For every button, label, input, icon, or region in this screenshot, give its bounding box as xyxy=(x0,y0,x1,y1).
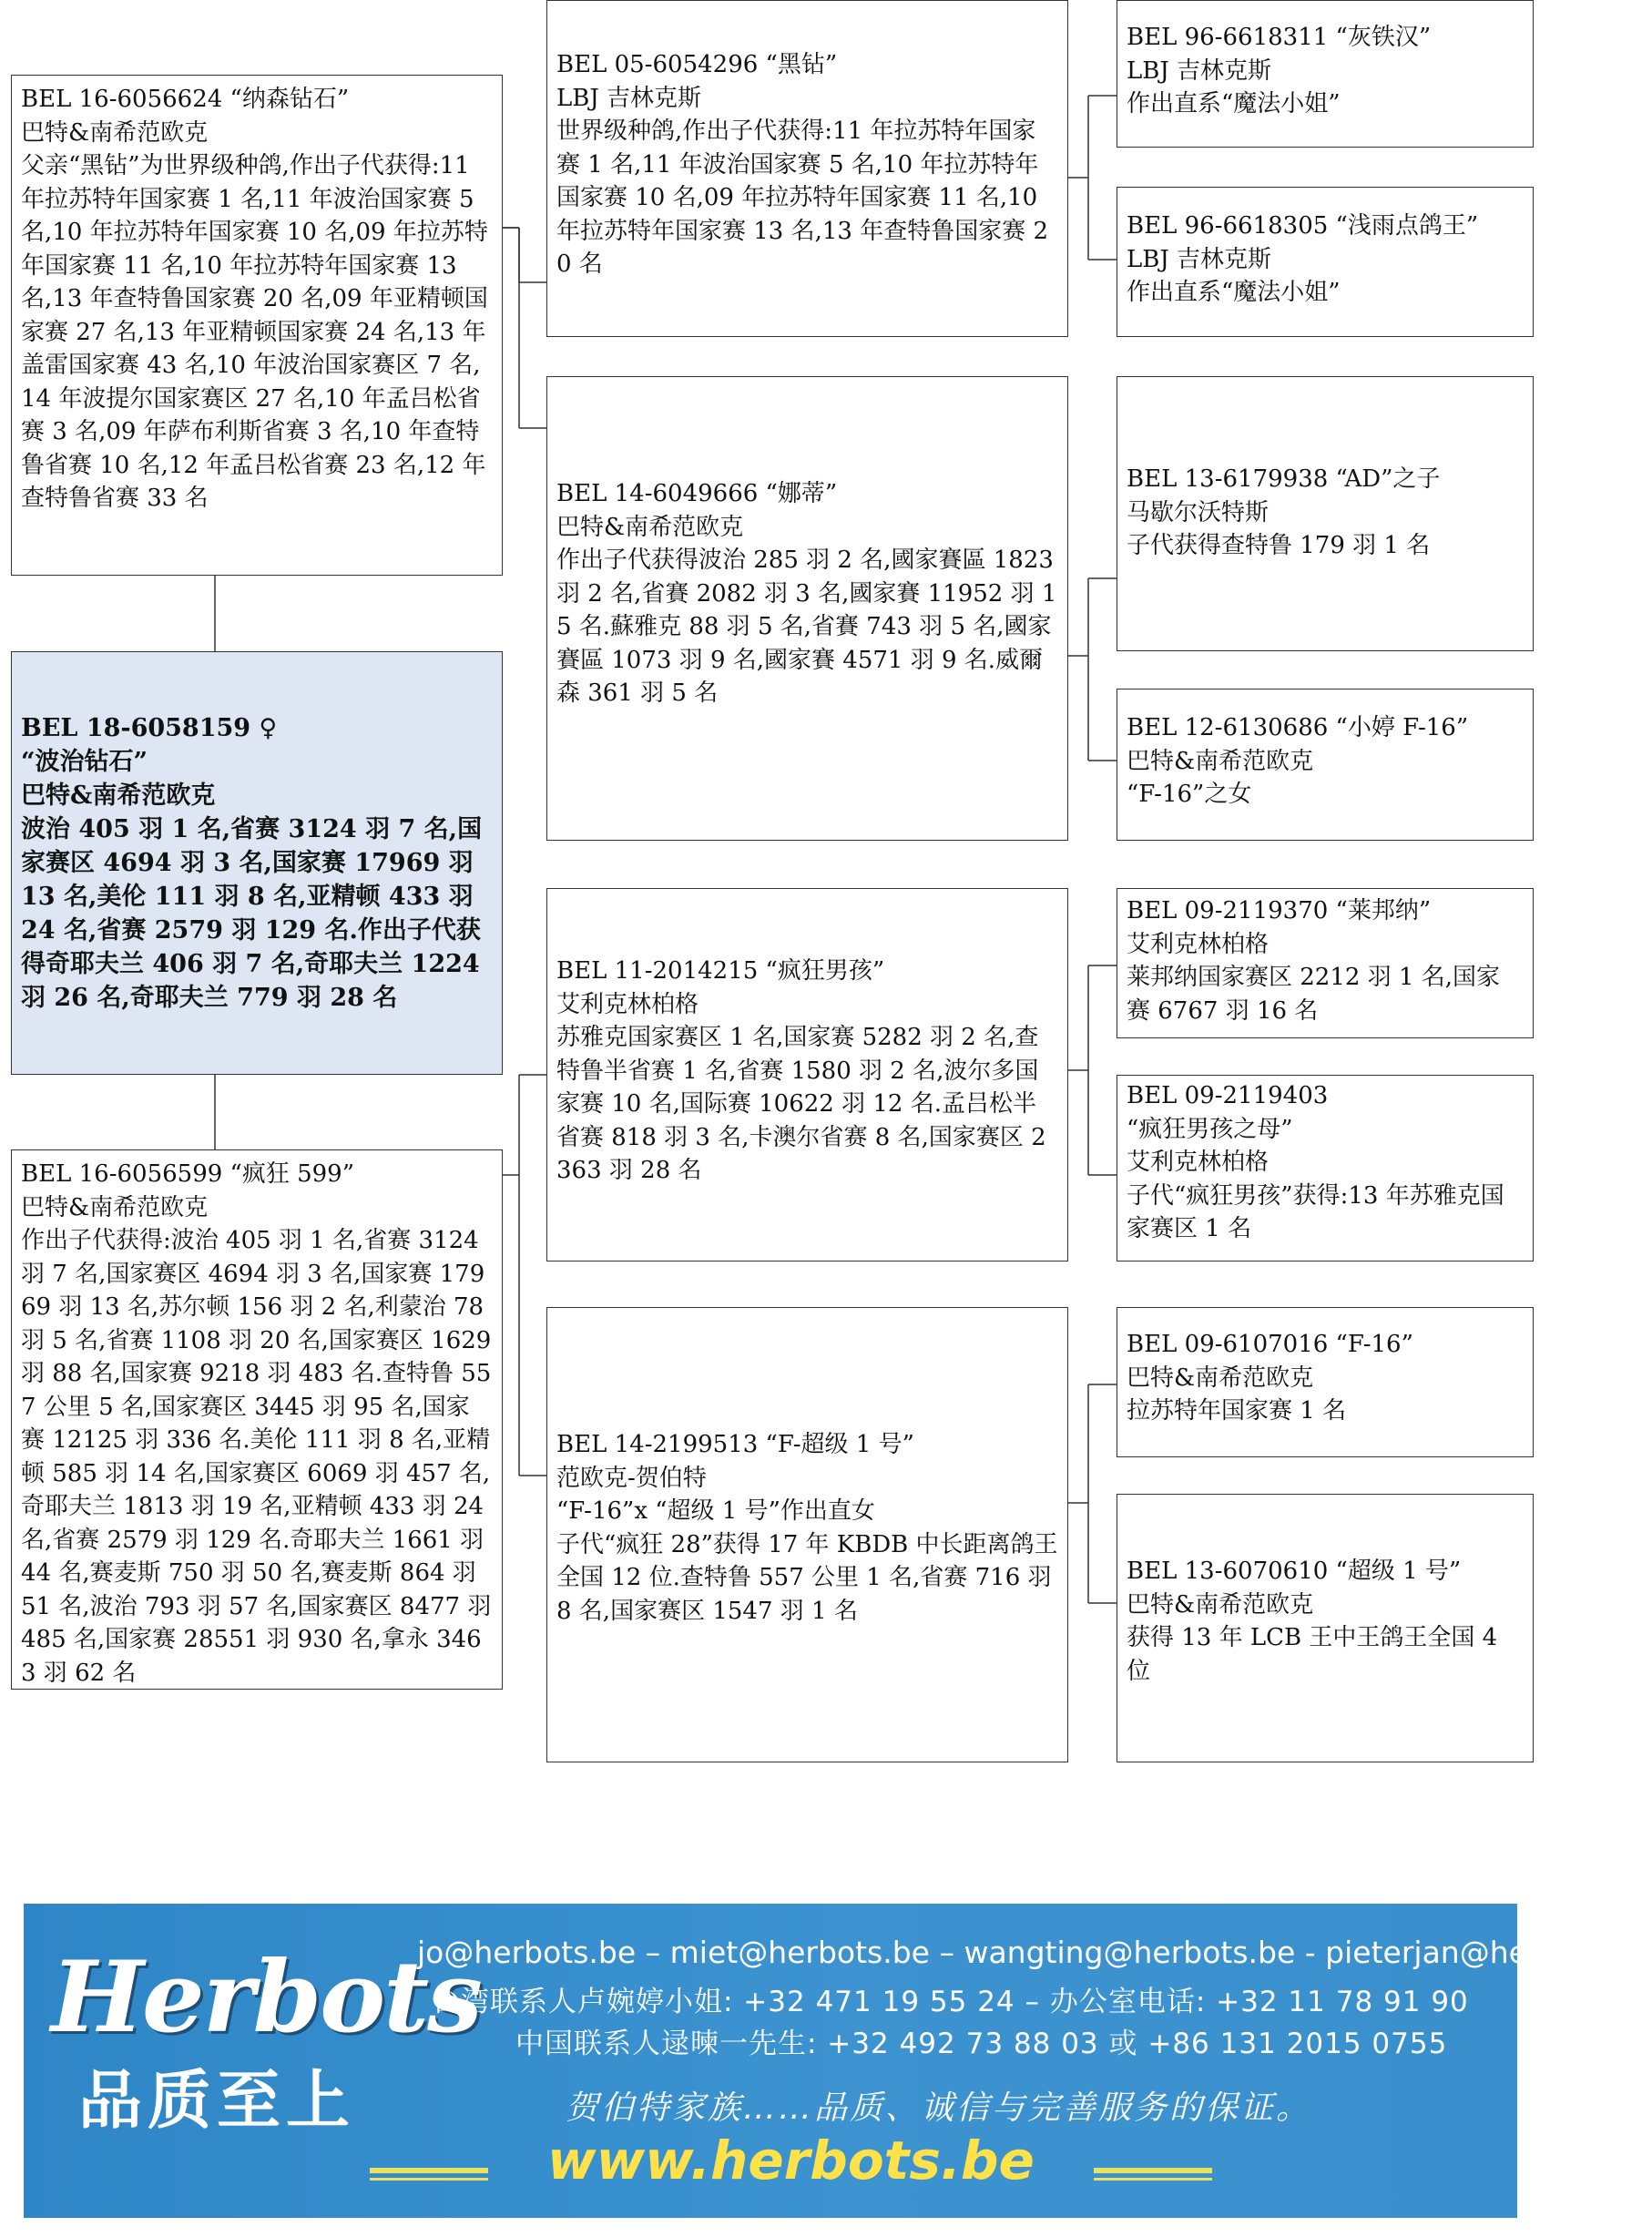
great-grandparent-line: BEL 13-6070610 “超级 1 号” xyxy=(1127,1558,1462,1585)
great-grandparent-card-4 xyxy=(1117,689,1534,841)
great-grandparent-card-7 xyxy=(1117,1307,1534,1457)
subject-results: 波治 405 羽 1 名,省赛 3124 羽 7 名,国家赛区 4694 羽 3 名,国家赛 17969 羽 13 名,美伦 111 羽 8 名,亚精顿 433 羽 24 名,省赛 2579 羽 129 名.作出子代获得奇耶夫兰 406 羽 7 名,奇耶夫兰 1224 羽 26 名,奇耶夫兰 779 羽 28 名 xyxy=(21,815,489,1012)
great-grandparent-line: 子代“疯狂男孩”获得:13 年苏雅克国家赛区 1 名 xyxy=(1127,1181,1504,1242)
sire-line: BEL 16-6056624 “纳森钻石” xyxy=(21,86,350,113)
slogan: 品质至上 xyxy=(78,2063,355,2138)
great-grandparent-line: LBJ 吉林克斯 xyxy=(1127,56,1272,85)
great-grandparent-line: BEL 96-6618311 “灰铁汉” xyxy=(1127,24,1432,51)
grandparent-card-4 xyxy=(546,1307,1068,1762)
great-grandparent-card-5 xyxy=(1117,888,1534,1038)
grandparent-card-3 xyxy=(546,888,1068,1262)
great-grandparent-line: 拉苏特年国家赛 1 名 xyxy=(1127,1397,1347,1425)
grandparent-line: LBJ 吉林克斯 xyxy=(556,84,702,112)
dam-line: 作出子代获得:波治 405 羽 1 名,省赛 3124 羽 7 名,国家赛区 4694 羽 3 名,国家赛 17969 羽 13 名,苏尔顿 156 羽 2 名,利蒙治 78 羽 5 名,省赛 1108 羽 20 名,国家赛区 1629 羽 88 名,国家赛 9218 羽 483 名.查特鲁 557 公里 5 名,国家赛区 3445 羽 95 名,国家赛 12125 羽 336 名.美伦 111 羽 8 名,亚精顿 585 羽 14 名,国家赛区 6069 羽 457 名,奇耶夫兰 1813 羽 19 名,亚精顿 433 羽 24 名,省赛 2579 羽 129 名.奇耶夫兰 1661 羽 44 名,赛麦斯 750 羽 50 名,赛麦斯 864 羽 51 名,波治 793 羽 57 名,国家赛区 8477 羽 485 名,国家赛 28551 羽 930 名,拿永 3463 羽 62 名 xyxy=(21,1227,499,1687)
great-grandparent-line: 作出直系“魔法小姐” xyxy=(1127,279,1341,306)
grandparent-card-1 xyxy=(546,0,1068,337)
china-contact: 中国联系人逯暕一先生: +32 492 73 88 03 或 +86 131 2015 0755 xyxy=(515,2028,1448,2060)
great-grandparent-line: 作出直系“魔法小姐” xyxy=(1127,90,1341,117)
great-grandparent-line: 艾利克林柏格 xyxy=(1127,930,1270,958)
great-grandparent-line: 子代获得查特鲁 179 羽 1 名 xyxy=(1127,532,1431,559)
great-grandparent-line: 马歇尔沃特斯 xyxy=(1127,498,1270,526)
grandparent-line: 世界级种鸽,作出子代获得:11 年拉苏特年国家赛 1 名,11 年波治国家赛 5 名,10 年拉苏特年国家赛 10 名,09 年拉苏特年国家赛 11 名,10 年拉苏特年国家赛 13 名,13 年查特鲁国家赛 20 名 xyxy=(556,117,1049,278)
grandparent-line: 作出子代获得波治 285 羽 2 名,國家賽區 1823 羽 2 名,省賽 2082 羽 3 名,國家賽 11952 羽 15 名.蘇雅克 88 羽 5 名,省賽 743 羽 5 名,國家賽區 1073 羽 9 名,國家賽 4571 羽 9 名.威爾森 361 羽 5 名 xyxy=(556,546,1062,707)
herbots-logo: Herbots xyxy=(51,1940,481,2055)
great-grandparent-card-8 xyxy=(1117,1494,1534,1762)
website-link[interactable]: www.herbots.be xyxy=(547,2130,1035,2191)
grandparent-line: BEL 11-2014215 “疯狂男孩” xyxy=(556,957,885,985)
contact-emails[interactable]: jo@herbots.be – miet@herbots.be – wangting@herbots.be - pieterjan@herbots.be xyxy=(417,1935,1652,1970)
great-grandparent-line: 巴特&南希范欧克 xyxy=(1127,747,1314,775)
dam-line: BEL 16-6056599 “疯狂 599” xyxy=(21,1160,355,1188)
footer-banner xyxy=(24,1904,1652,2218)
subject-ring-number: BEL 18-6058159 ♀ xyxy=(21,714,278,742)
great-grandparent-card-1 xyxy=(1117,0,1534,148)
great-grandparent-line: BEL 09-2119403 xyxy=(1127,1082,1329,1109)
great-grandparent-line: BEL 96-6618305 “浅雨点鸽王” xyxy=(1127,212,1479,240)
sire-line: 父亲“黑钻”为世界级种鸽,作出子代获得:11 年拉苏特年国家赛 1 名,11 年波治国家赛 5 名,10 年拉苏特年国家赛 10 名,09 年拉苏特年国家赛 11 名,10 年拉苏特年国家赛 13 名,13 年查特鲁国家赛 20 名,09 年亚精顿国家赛 27 名,13 年亚精顿国家赛 24 名,13 年盖雷国家赛 43 名,10 年波治国家赛区 7 名,14 年波提尔国家赛区 27 名,10 年孟吕松省赛 3 名,09 年萨布利斯省赛 3 名,10 年查特鲁省赛 10 名,12 年孟吕松省赛 23 名,12 年查特鲁省赛 33 名 xyxy=(21,152,488,512)
great-grandparent-line: 艾利克林柏格 xyxy=(1127,1149,1270,1176)
great-grandparent-line: 巴特&南希范欧克 xyxy=(1127,1590,1314,1619)
grandparent-line: BEL 14-2199513 “F-超级 1 号” xyxy=(556,1431,914,1458)
great-grandparent-card-3 xyxy=(1117,376,1534,651)
sire-card xyxy=(11,75,503,576)
dam-card xyxy=(11,1149,503,1690)
great-grandparent-card-2 xyxy=(1117,187,1534,337)
great-grandparent-line: “F-16”之女 xyxy=(1127,781,1252,808)
grandparent-line: 子代“疯狂 28”获得 17 年 KBDB 中长距离鸽王全国 12 位.查特鲁 557 公里 1 名,省赛 716 羽 8 名,国家赛区 1547 羽 1 名 xyxy=(556,1530,1059,1625)
family-motto: 贺伯特家族……品质、诚信与完善服务的保证。 xyxy=(566,2089,1312,2127)
grandparent-line: 巴特&南希范欧克 xyxy=(556,513,744,541)
great-grandparent-line: 获得 13 年 LCB 王中王鸽王全国 4 位 xyxy=(1127,1624,1505,1685)
grandparent-line: 范欧克-贺伯特 xyxy=(556,1464,707,1492)
decorative-line-right xyxy=(1094,2168,1212,2173)
grandparent-line: BEL 05-6054296 “黑钻” xyxy=(556,51,838,78)
great-grandparent-line: BEL 09-2119370 “莱邦纳” xyxy=(1127,897,1432,924)
grandparent-line: “F-16”x “超级 1 号”作出直女 xyxy=(556,1497,875,1525)
great-grandparent-line: BEL 12-6130686 “小婷 F-16” xyxy=(1127,714,1469,741)
grandparent-card-2 xyxy=(546,376,1068,841)
dam-line: 巴特&南希范欧克 xyxy=(21,1193,209,1221)
great-grandparent-line: “疯狂男孩之母” xyxy=(1127,1115,1293,1143)
subject-card xyxy=(11,651,503,1075)
great-grandparent-line: 巴特&南希范欧克 xyxy=(1127,1364,1314,1392)
grandparent-line: BEL 14-6049666 “娜蒂” xyxy=(556,480,838,507)
great-grandparent-line: 莱邦纳国家赛区 2212 羽 1 名,国家赛 6767 羽 16 名 xyxy=(1127,964,1501,1025)
great-grandparent-card-6 xyxy=(1117,1075,1534,1262)
grandparent-line: 苏雅克国家赛区 1 名,国家赛 5282 羽 2 名,查特鲁半省赛 1 名,省赛 1580 羽 2 名,波尔多国家赛 10 名,国际赛 10622 羽 12 名.孟吕松半省赛 818 羽 3 名,卡澳尔省赛 8 名,国家赛区 2363 羽 28 名 xyxy=(556,1024,1046,1184)
grandparent-line: 艾利克林柏格 xyxy=(556,990,699,1018)
taiwan-contact: 台湾联系人卢婉婷小姐: +32 471 19 55 24 – 办公室电话: +32 11 78 91 90 xyxy=(432,1986,1469,2018)
subject-name: “波治钻石” xyxy=(21,748,148,776)
subject-breeder: 巴特&南希范欧克 xyxy=(21,781,216,810)
great-grandparent-line: BEL 09-6107016 “F-16” xyxy=(1127,1331,1413,1358)
great-grandparent-line: LBJ 吉林克斯 xyxy=(1127,245,1272,273)
great-grandparent-line: BEL 13-6179938 “AD”之子 xyxy=(1127,465,1441,493)
decorative-line-left xyxy=(370,2168,488,2173)
sire-line: 巴特&南希范欧克 xyxy=(21,118,209,147)
